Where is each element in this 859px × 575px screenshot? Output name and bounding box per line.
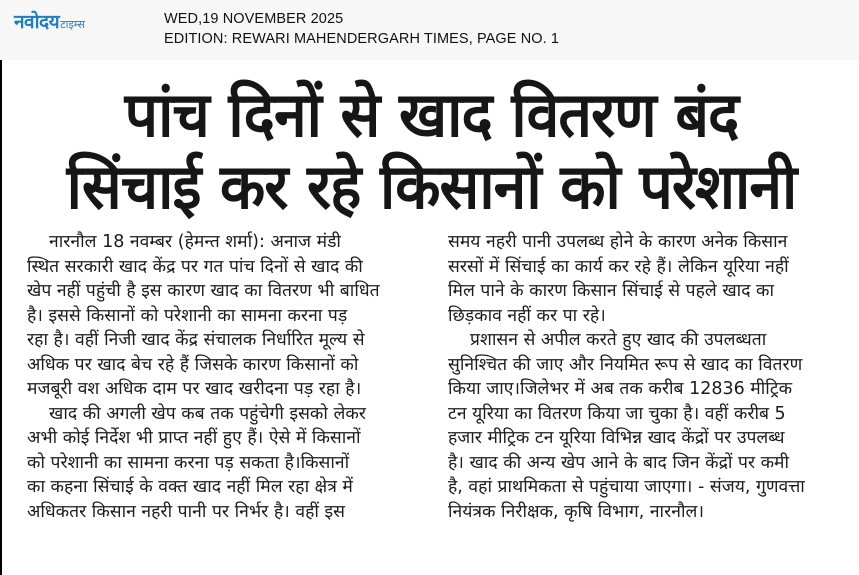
article-headline bbox=[2, 78, 859, 224]
text-line: सुनिश्चित की जाए और नियमित रूप से खाद का वितरण bbox=[448, 354, 803, 375]
text-line: हजार मीट्रिक टन यूरिया विभिन्न खाद केंद्रों पर उपलब्ध bbox=[448, 428, 785, 448]
edition-page: EDITION: REWARI MAHENDERGARH TIMES, PAGE NO. 1 bbox=[164, 31, 560, 47]
publication-date: WED,19 NOVEMBER 2025 bbox=[164, 11, 344, 27]
text-line: नियंत्रक निरीक्षक, कृषि विभाग, नारनौल। bbox=[448, 501, 704, 522]
article-column-right bbox=[448, 230, 841, 524]
news-clipping bbox=[0, 60, 859, 575]
text-line: किया जाए।जिलेभर में अब तक करीब 12836 मीट्रिक bbox=[448, 379, 793, 399]
text-line: है। इससे किसानों को परेशानी का सामना करना पड़ bbox=[27, 305, 348, 326]
text-line: है। खाद की अन्य खेप आने के बाद जिन केंद्रों पर कमी bbox=[448, 452, 790, 473]
paragraph-3 bbox=[448, 230, 841, 328]
text-line: मजबूरी वश अधिक दाम पर खाद खरीदना पड़ रहा है। bbox=[27, 379, 362, 399]
text-line: है, वहां प्राथमिकता से पहुंचाया जाएगा। - संजय, गुणवत्ता bbox=[448, 477, 805, 497]
logo-main-text: नवोदय bbox=[14, 11, 60, 33]
paragraph-1 bbox=[27, 230, 419, 402]
text-line: रहा है। वहीं निजी खाद केंद्र संचालक निर्धारित मूल्य से bbox=[27, 330, 365, 350]
edition-info bbox=[164, 9, 559, 49]
text-line: अभी कोई निर्देश भी प्राप्त नहीं हुए हैं। ऐसे में किसानों bbox=[27, 428, 361, 448]
text-line: छिड़काव नहीं कर पा रहे। bbox=[448, 305, 606, 326]
text-line: खेप नहीं पहुंची है इस कारण खाद का वितरण भी बाधित bbox=[27, 281, 380, 301]
headline-line-1: पांच दिनों से खाद वितरण बंद bbox=[124, 78, 739, 151]
paragraph-4 bbox=[448, 328, 841, 524]
text-line: समय नहरी पानी उपलब्ध होने के कारण अनेक किसान bbox=[448, 232, 788, 252]
text-line: खाद की अगली खेप कब तक पहुंचेगी इसको लेकर bbox=[49, 403, 366, 424]
headline-line-2: सिंचाई कर रहे किसानों को परेशानी bbox=[66, 150, 797, 223]
text-line: अधिक पर खाद बेच रहे हैं जिसके कारण किसानों को bbox=[27, 354, 359, 375]
text-line: सरसों में सिंचाई का कार्य कर रहे हैं। लेकिन यूरिया नहीं bbox=[448, 256, 789, 277]
newspaper-logo bbox=[14, 8, 85, 34]
article-column-left bbox=[27, 230, 419, 524]
masthead-bar bbox=[0, 0, 859, 60]
text-line: मिल पाने के कारण किसान सिंचाई से पहले खाद का bbox=[448, 281, 775, 301]
text-line: स्थित सरकारी खाद केंद्र पर गत पांच दिनों से खाद की bbox=[27, 256, 363, 277]
text-line: नारनौल 18 नवम्बर (हेमन्त शर्मा): अनाज मंडी bbox=[49, 232, 341, 252]
text-line: का कहना सिंचाई के वक्त खाद नहीं मिल रहा क्षेत्र में bbox=[27, 477, 353, 497]
text-line: प्रशासन से अपील करते हुए खाद की उपलब्धता bbox=[470, 330, 767, 350]
paragraph-2 bbox=[27, 402, 419, 525]
text-line: को परेशानी का सामना करना पड़ सकता है।किसानों bbox=[27, 452, 350, 473]
logo-sub-text: टाइम्स bbox=[60, 18, 85, 31]
text-line: टन यूरिया का वितरण किया जा चुका है। वहीं करीब 5 bbox=[448, 403, 786, 424]
text-line: अधिकतर किसान नहरी पानी पर निर्भर है। वहीं इस bbox=[27, 501, 345, 522]
